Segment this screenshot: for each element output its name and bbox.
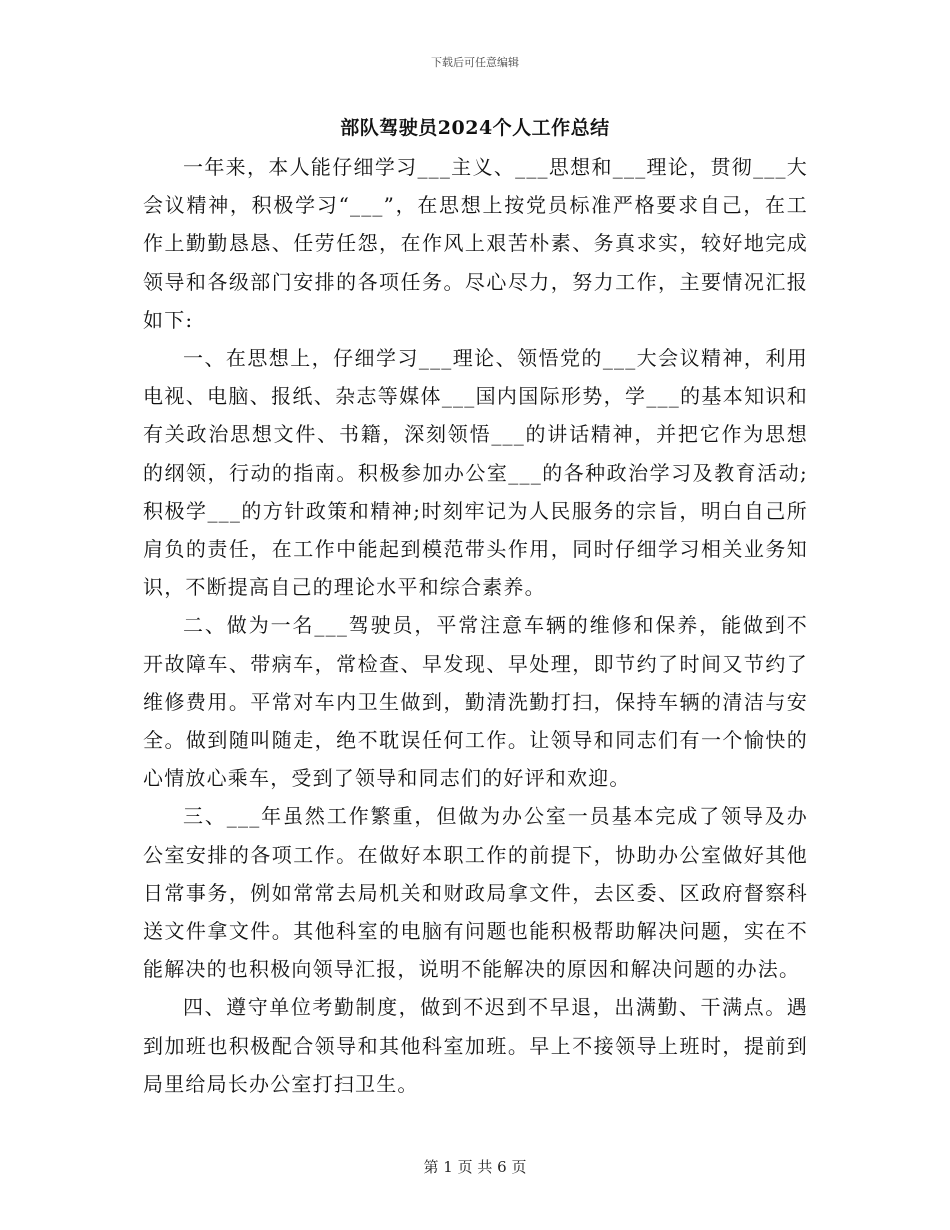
paragraph-section-1: 一、在思想上，仔细学习___理论、领悟党的___大会议精神，利用电视、电脑、报纸、杂志等媒体___国内国际形势，学___的基本知识和有关政治思想文件、书籍，深刻领悟___的讲话精神，并把它作为思想的纲领，行动的指南。积极参加办公室___的各种政治学习及教育活动;积极学___的方针政策和精神;时刻牢记为人民服务的宗旨，明白自己所肩负的责任，在工作中能起到模范带头作用，同时仔细学习相关业务知识，不断提高自己的理论水平和综合素养。 xyxy=(143,346,808,600)
paragraph-section-3: 三、___年虽然工作繁重，但做为办公室一员基本完成了领导及办公室安排的各项工作。在做好本职工作的前提下，协助办公室做好其他日常事务，例如常常去局机关和财政局拿文件，去区委、区政府督察科送文件拿文件。其他科室的电脑有问题也能积极帮助解决问题，实在不能解决的也积极向领导汇报，说明不能解决的原因和解决问题的办法。 xyxy=(143,804,808,982)
document-body xyxy=(143,148,808,1103)
paragraph-section-2: 二、做为一名___驾驶员，平常注意车辆的维修和保养，能做到不开故障车、带病车，常检查、早发现、早处理，即节约了时间又节约了维修费用。平常对车内卫生做到，勤清洗勤打扫，保持车辆的清洁与安全。做到随叫随走，绝不耽误任何工作。让领导和同志们有一个愉快的心情放心乘车，受到了领导和同志们的好评和欢迎。 xyxy=(143,613,808,791)
page-number-footer: 第 1 页 共 6 页 xyxy=(423,1158,527,1176)
paragraph-section-4: 四、遵守单位考勤制度，做到不迟到不早退，出满勤、干满点。遇到加班也积极配合领导和其他科室加班。早上不接领导上班时，提前到局里给局长办公室打扫卫生。 xyxy=(143,995,808,1096)
document-title: 部队驾驶员2024个人工作总结 xyxy=(340,117,610,139)
header-note: 下载后可任意编辑 xyxy=(431,56,519,69)
paragraph-intro: 一年来，本人能仔细学习___主义、___思想和___理论，贯彻___大会议精神，积极学习“___”，在思想上按党员标准严格要求自己，在工作上勤勤恳恳、任劳任怨，在作风上艰苦朴素、务真求实，较好地完成领导和各级部门安排的各项任务。尽心尽力，努力工作，主要情况汇报如下: xyxy=(143,155,808,332)
